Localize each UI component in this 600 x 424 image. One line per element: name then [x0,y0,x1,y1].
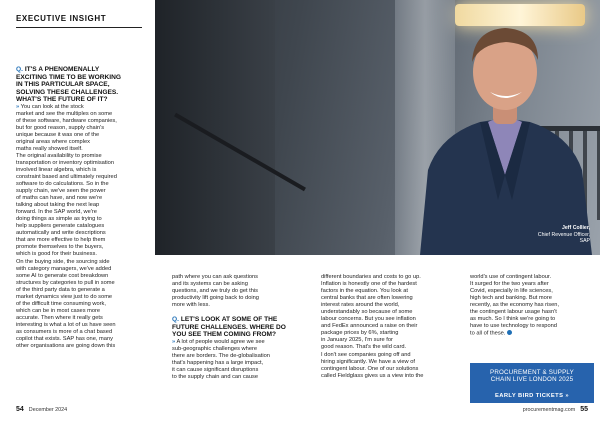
page-number-left: 54 [16,406,24,413]
caption-company: SAP [579,238,590,245]
event-promo-banner[interactable] [470,363,594,403]
photo-caption [538,225,590,245]
question-1-text: IT'S A PHENOMENALLY EXCITING TIME TO BE WORKING IN THIS PARTICULAR SPACE, SOLVING THESE CHALLENGES. WHAT'S THE FUTURE OF IT? [16,66,122,103]
article-column-1 [16,66,148,350]
question-2-prefix: Q. [172,316,179,324]
section-divider [16,27,142,28]
caption-title: Chief Revenue Officer, [537,231,590,238]
question-2 [172,316,290,339]
executive-figure [410,0,600,255]
answer-marker-icon: » [16,103,20,110]
article-column-4 [470,274,588,338]
section-label: EXECUTIVE INSIGHT [16,14,107,23]
article-column-3 [321,274,446,380]
footer-left [16,406,67,413]
answer-2-text [172,339,290,381]
footer-right [523,406,588,413]
answer-1-body: You can look at the stock market and see the multiples on some of these software, hardware companies, but for good reason, supply chain's unique because it was one of the original areas where complex maths really showed itself. The original availability to promise transportation or inventory optimisation involved linear algebra, which is constraint based and ultimately required software to do calculations. So in the supply chain, we've seen the power of maths can have, and now we're talking about taking the next leap forward. In the SAP world, we're doing things as simple as trying to help suppliers generate catalogues automatically and write descriptions that are more effective to help them promote themselves to the buyers, which is good for their business. On the buying side, the sourcing side with category managers, we've added some AI to generate cost breakdown structures by categories to pull in some of the third party data to generate a market dynamics view just to do some of the difficult time consuming work, which can be in most cases more accurate. Then where it really gets interesting is what a lot of us have seen as consumers is more of a chat based copilot that exists. SAP has one, many other organisations are going down this [16,103,117,350]
early-bird-tickets-link[interactable]: EARLY BIRD TICKETS » [494,392,570,399]
answer-2-body: A lot of people would agree we see sub-geographic challenges where there are borders. The de-globalisation that's happening has a large impact, it can cause significant disruptions to the supply chain and can cause [172,338,270,380]
page-number-right: 55 [580,406,588,413]
answer-marker-icon: » [172,338,176,345]
column-4-body [470,274,588,338]
column-4-text: world's use of contingent labour. It surged for the two years after Covid, especially in life sciences, high tech and banking. But more recently, as the economy has risen, the contingent labour usage hasn't as much. So I think we're going to have to use technology to respond to all of these. [470,274,560,337]
answer-1-text [16,104,148,351]
end-of-article-icon [507,330,512,335]
website-url[interactable]: procurementmag.com [522,407,576,413]
issue-date: December 2024 [28,407,68,413]
question-1 [16,66,148,104]
article-column-2 [172,274,290,381]
column-3-body: different boundaries and costs to go up. Inflation is honestly one of the hardest factors in the equation. You look at central banks that are often lowering interest rates around the world, understandably so because of some labour concerns. But you see inflation and FedEx announced a raise on their package prices by 6%, starting in January 2025, I'm sure for good reason. That's the wild card. I don't see companies going off and hiring significantly. We have a view of contingent labour. One of our solutions called Fieldglass gives us a view into the [321,274,424,379]
promo-title: PROCUREMENT & SUPPLY CHAIN LIVE LONDON 2025 [490,369,574,384]
photo-background-wall [155,0,275,255]
executive-portrait-photo [155,0,600,255]
question-2-text: LET'S LOOK AT SOME OF THE FUTURE CHALLENGES. WHERE DO YOU SEE THEM COMING FROM? [172,316,286,339]
caption-name: Jeff Collier, [562,225,590,231]
column-2-body-top: path where you can ask questions and its systems can be asking questions, and we truly do get this productivity lift going back to doing more with less. [172,274,259,309]
question-1-prefix: Q. [16,66,23,73]
